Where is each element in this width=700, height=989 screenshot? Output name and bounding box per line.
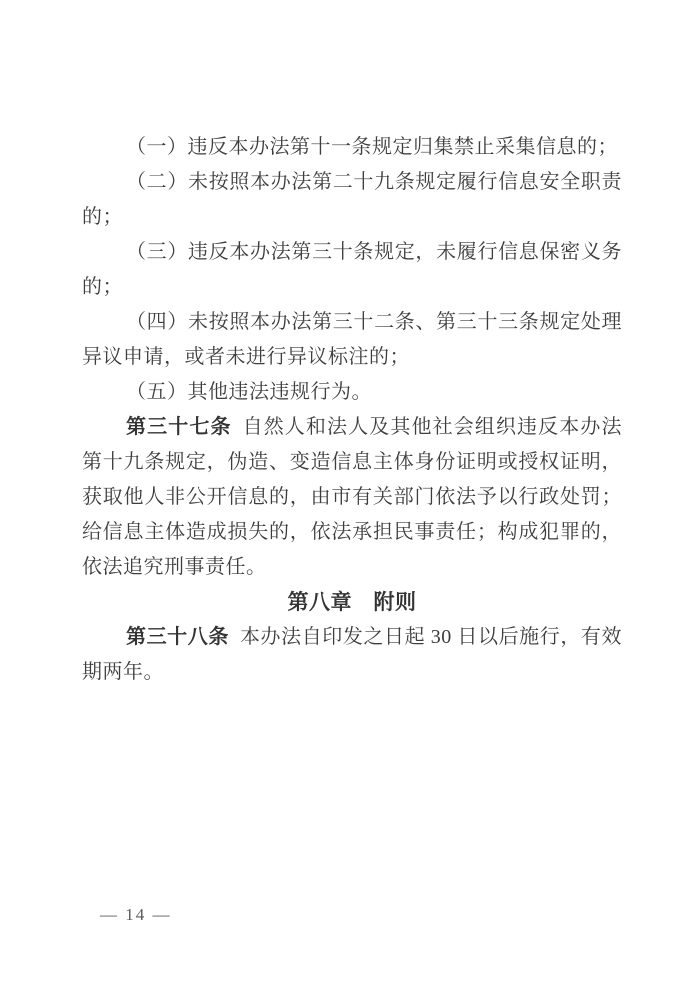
clause-item-4: （四）未按照本办法第三十二条、第三十三条规定处理异议申请，或者未进行异议标注的；: [82, 311, 622, 368]
article-37-text: 自然人和法人及其他社会组织违反本办法第十九条规定，伪造、变造信息主体身份证明或授权证明，获取他人非公开信息的，由市有关部门依法予以行政处罚；给信息主体造成损失的，依法承担民事责任；构成犯罪的，依法追究刑事责任。: [82, 416, 623, 578]
article-38-text: 本办法自印发之日起 30 日以后施行，有效期两年。: [82, 626, 623, 683]
article-37-label: 第三十七条: [126, 416, 232, 438]
article-38-paragraph: [82, 620, 622, 690]
page-number: — 14 —: [100, 905, 172, 924]
page-footer: [100, 903, 172, 927]
article-38-label: 第三十八条: [126, 626, 229, 648]
clause-item-3: （三）违反本办法第三十条规定，未履行信息保密义务的；: [82, 241, 622, 298]
chapter-8-heading: 第八章 附则: [287, 590, 417, 614]
clause-item-5: （五）其他违法违规行为。: [126, 381, 372, 403]
document-body: [82, 130, 622, 690]
clause-item-1: （一）违反本办法第十一条规定归集禁止采集信息的；: [126, 136, 618, 158]
clause-item-2: （二）未按照本办法第二十九条规定履行信息安全职责的；: [82, 171, 622, 228]
article-37-paragraph: [82, 410, 622, 585]
